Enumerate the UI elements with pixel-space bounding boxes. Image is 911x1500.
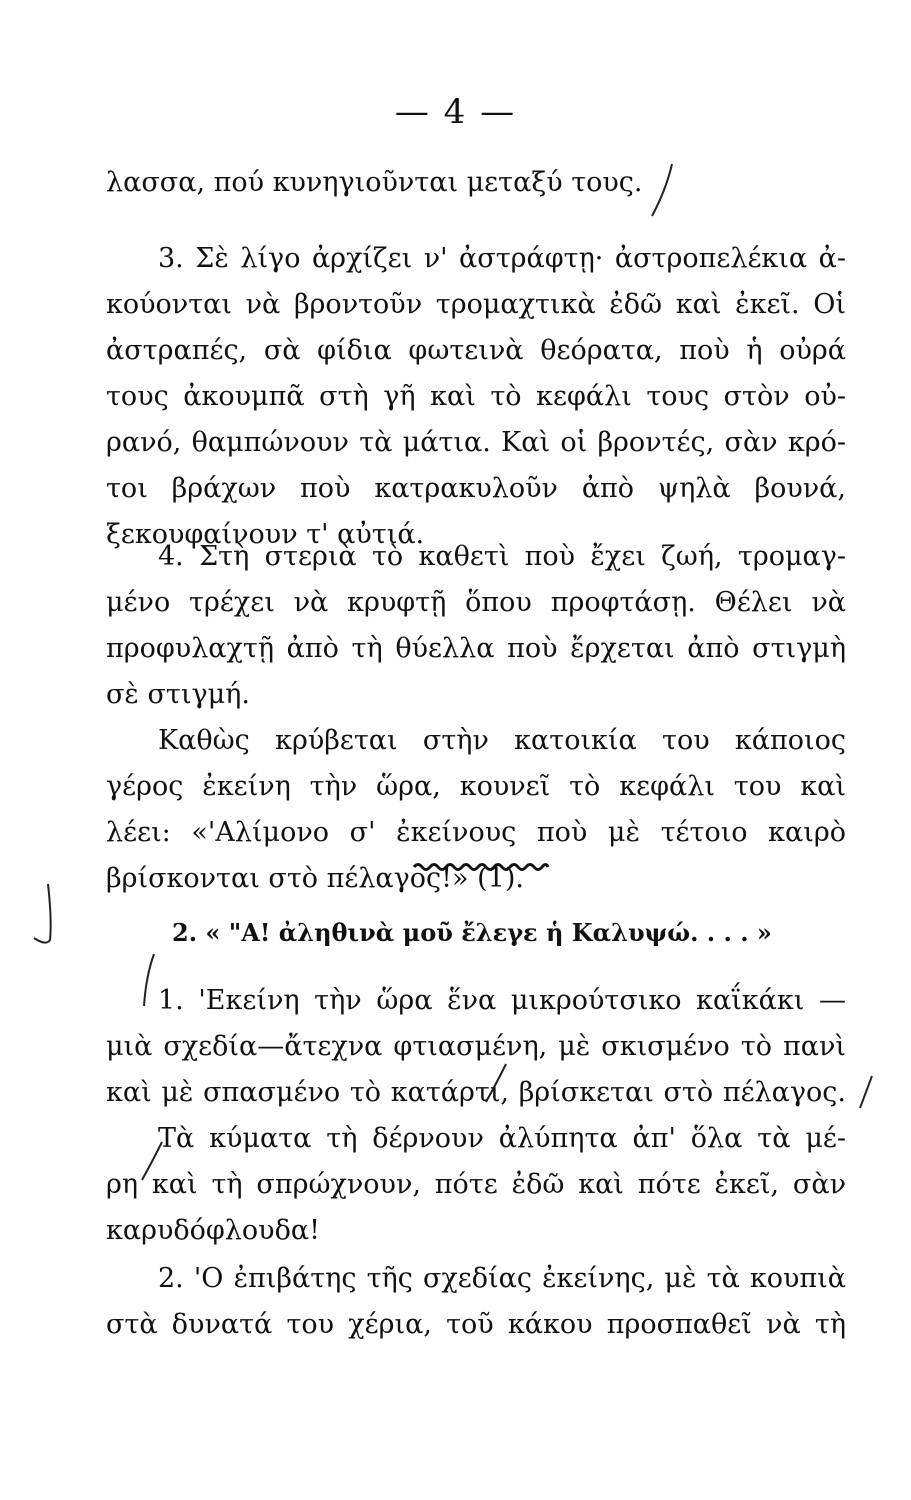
text-line: ρη καὶ τὴ σπρώχνουν, πότε ἐδῶ καὶ πότε ἐκεῖ, σὰν [106,1169,846,1200]
text-line: μένο τρέχει νὰ κρυφτῇ ὅπου προφτάσῃ. Θέλει νὰ [106,587,846,618]
text-line: ξεκουφαίνουν τ' αὐτιά. [106,519,425,550]
text-line: βρίσκονται στὸ πέλαγος!» (1). [106,863,524,894]
text-line: σὲ στιγμή. [106,679,250,710]
page-number: — 4 — [394,92,517,132]
text-line: λασσα, πού κυνηγιοῦνται μεταξύ τους. [106,167,643,198]
paragraph-continuation [106,160,846,206]
paragraph-4 [106,534,846,902]
paragraph-section2-2 [106,1256,846,1348]
handwritten-slash-mark [136,1138,166,1184]
text-line: ἀστραπές, σὰ φίδια φωτεινὰ θεόρατα, ποὺ ἡ οὐρά [106,335,846,366]
text-line: στὰ δυνατά του χέρια, τοῦ κάκου προσπαθεῖ νὰ τὴ [106,1309,846,1340]
text-line: 4. Στὴ στεριὰ τὸ καθετὶ ποὺ ἔχει ζωή, τρομαγ- [158,541,846,572]
paragraph-section2-1 [106,978,846,1254]
text-line: 1. 'Εκείνη τὴν ὥρα ἕνα μικρούτσικο καΐκάκι — [158,985,846,1016]
handwritten-slash-mark [480,1060,510,1106]
handwritten-slash-mark [856,1072,876,1112]
text-line: μιὰ σχεδία—ἄτεχνα φτιασμένη, μὲ σκισμένο τὸ πανὶ [106,1031,846,1062]
text-line: τους ἀκουμπᾶ στὴ γῆ καὶ τὸ κεφάλι τους στὸν οὐ- [106,381,846,412]
text-line: καὶ μὲ σπασμένο τὸ κατάρτι, βρίσκεται στὸ πέλαγος. [106,1077,846,1108]
text-line: Καθὼς κρύβεται στὴν κατοικία του κάποιος [158,725,846,756]
paragraph-3 [106,236,846,558]
text-line: ρανό, θαμπώνουν τὰ μάτια. Καὶ οἱ βροντές, σὰν κρό- [106,427,846,458]
text-line: 3. Σὲ λίγο ἀρχίζει ν' ἀστράφτῃ· ἀστροπελέκια ἀ- [158,243,846,274]
section-heading: 2. « "Α! ἀληθινὰ μοῦ ἔλεγε ἡ Καλυψώ. . . . » [172,918,772,947]
text-line: κούονται νὰ βροντοῦν τρομαχτικὰ ἐδῶ καὶ ἐκεῖ. Οἱ [106,289,846,320]
handwritten-check-mark [28,880,64,950]
text-line: τοι βράχων ποὺ κατρακυλοῦν ἀπὸ ψηλὰ βουνά, [106,473,846,504]
text-line: καρυδόφλουδα! [106,1215,320,1246]
text-line: γέρος ἐκείνη τὴν ὥρα, κουνεῖ τὸ κεφάλι του καὶ [106,771,846,802]
text-line: προφυλαχτῇ ἀπὸ τὴ θύελλα ποὺ ἔρχεται ἀπὸ στιγμὴ [106,633,846,664]
text-line: 2. 'Ο ἐπιβάτης τῆς σχεδίας ἐκείνης, μὲ τὰ κουπιὰ [158,1263,846,1294]
text-line: Τὰ κύματα τὴ δέρνουν ἀλύπητα ἀπ' ὅλα τὰ μέ- [158,1123,846,1154]
text-line: λέει: «'Αλίμονο σ' ἐκείνους ποὺ μὲ τέτοιο καιρὸ [106,817,846,848]
handwritten-slash-mark [640,160,680,220]
ornamental-divider [412,860,550,874]
